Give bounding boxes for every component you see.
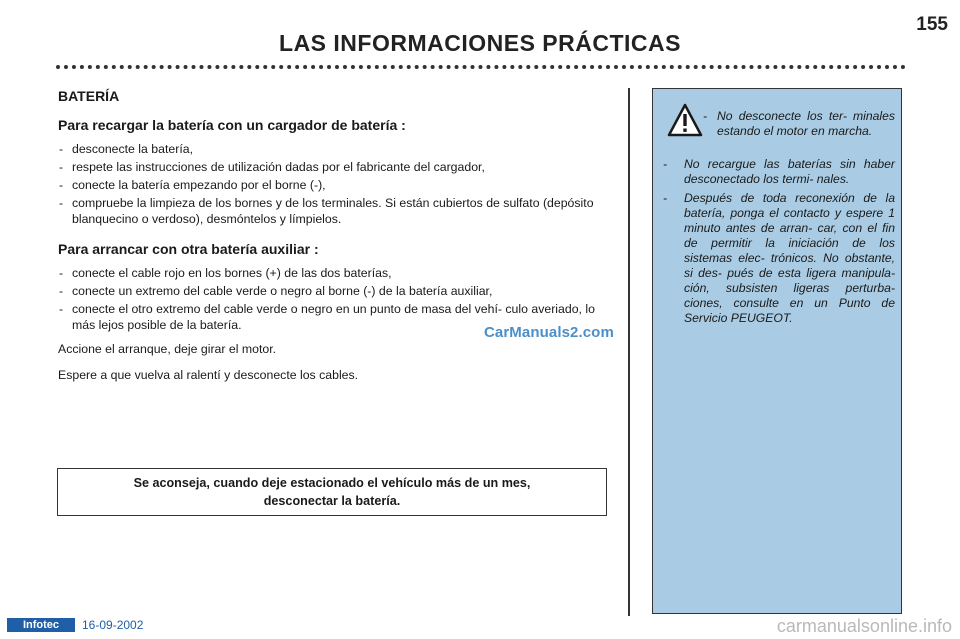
advice-line-2: desconectar la batería.: [263, 494, 401, 508]
list-item: - conecte la batería empezando por el borne (-),: [58, 177, 610, 193]
list-item: - conecte el cable rojo en los bornes (+) de las dos baterías,: [58, 265, 610, 281]
warning-first-text: No desconecte los ter- minales estando el motor en marcha.: [717, 109, 895, 138]
site-watermark: carmanualsonline.info: [776, 616, 952, 636]
warning-triangle-icon: [667, 103, 703, 137]
recharge-list: [58, 141, 610, 227]
idle-instruction: Espere a que vuelva al ralentí y desconecte los cables.: [58, 368, 359, 382]
carmanuals-watermark: CarManuals2.com: [484, 324, 614, 341]
warning-panel: [652, 88, 902, 614]
warning-item-text: Después de toda reconexión de la batería, ponga el contacto y espere 1 minuto antes de arran- car, con el fin de permitir la iniciación de los sistemas elec- trónicos. No obstante, si des- pués de esta ligera manipula- ción, subsisten ligeras perturba- ciones, consulte en un Punto de Servicio PEUGEOT.: [684, 191, 895, 325]
start-instruction: Accione el arranque, deje girar el motor.: [58, 342, 277, 356]
page-number: 155: [916, 14, 948, 35]
column-divider: [628, 88, 630, 616]
jumpstart-heading: Para arrancar con otra batería auxiliar :: [58, 241, 319, 257]
list-item: - desconecte la batería,: [58, 141, 610, 157]
section-title: BATERÍA: [58, 88, 120, 104]
advice-line-1: Se aconseja, cuando deje estacionado el vehículo más de un mes,: [133, 476, 531, 490]
advice-box: [57, 468, 607, 516]
page-title: LAS INFORMACIONES PRÁCTICAS: [279, 30, 681, 56]
list-item: - respete las instrucciones de utilización dadas por el fabricante del cargador,: [58, 159, 610, 175]
warning-item-text: No recargue las baterías sin haber desconectado los termi- nales.: [684, 157, 895, 186]
warning-list: [663, 157, 895, 330]
infotec-logo: Infotec: [7, 618, 75, 632]
title-dotted-rule: [56, 65, 906, 69]
recharge-heading: Para recargar la batería con un cargador de batería :: [58, 117, 406, 133]
print-date: 16-09-2002: [82, 618, 144, 632]
list-item: - No recargue las baterías sin haber desconectado los termi- nales.: [663, 157, 895, 186]
list-item: - conecte un extremo del cable verde o negro al borne (-) de la batería auxiliar,: [58, 283, 610, 299]
list-item: - conecte el otro extremo del cable verde o negro en un punto de masa del vehí- culo averiado, lo más lejos posible de la batería.: [58, 301, 610, 333]
warning-first-item: - No desconecte los ter- minales estando el motor en marcha.: [703, 109, 895, 138]
list-item: - Después de toda reconexión de la batería, ponga el contacto y espere 1 minuto antes de arran- car, con el fin de permitir la iniciación de los sistemas elec- trónicos. No obstante, si des- pués de esta ligera manipula- ción, subsisten ligeras perturba- ciones, consulte en un Punto de Servicio PEUGEOT.: [663, 191, 895, 325]
list-item: - compruebe la limpieza de los bornes y de los terminales. Si están cubiertos de sulfato (depósito blanquecino o verdoso), desmóntelos y límpielos.: [58, 195, 610, 227]
jumpstart-list: [58, 265, 610, 333]
